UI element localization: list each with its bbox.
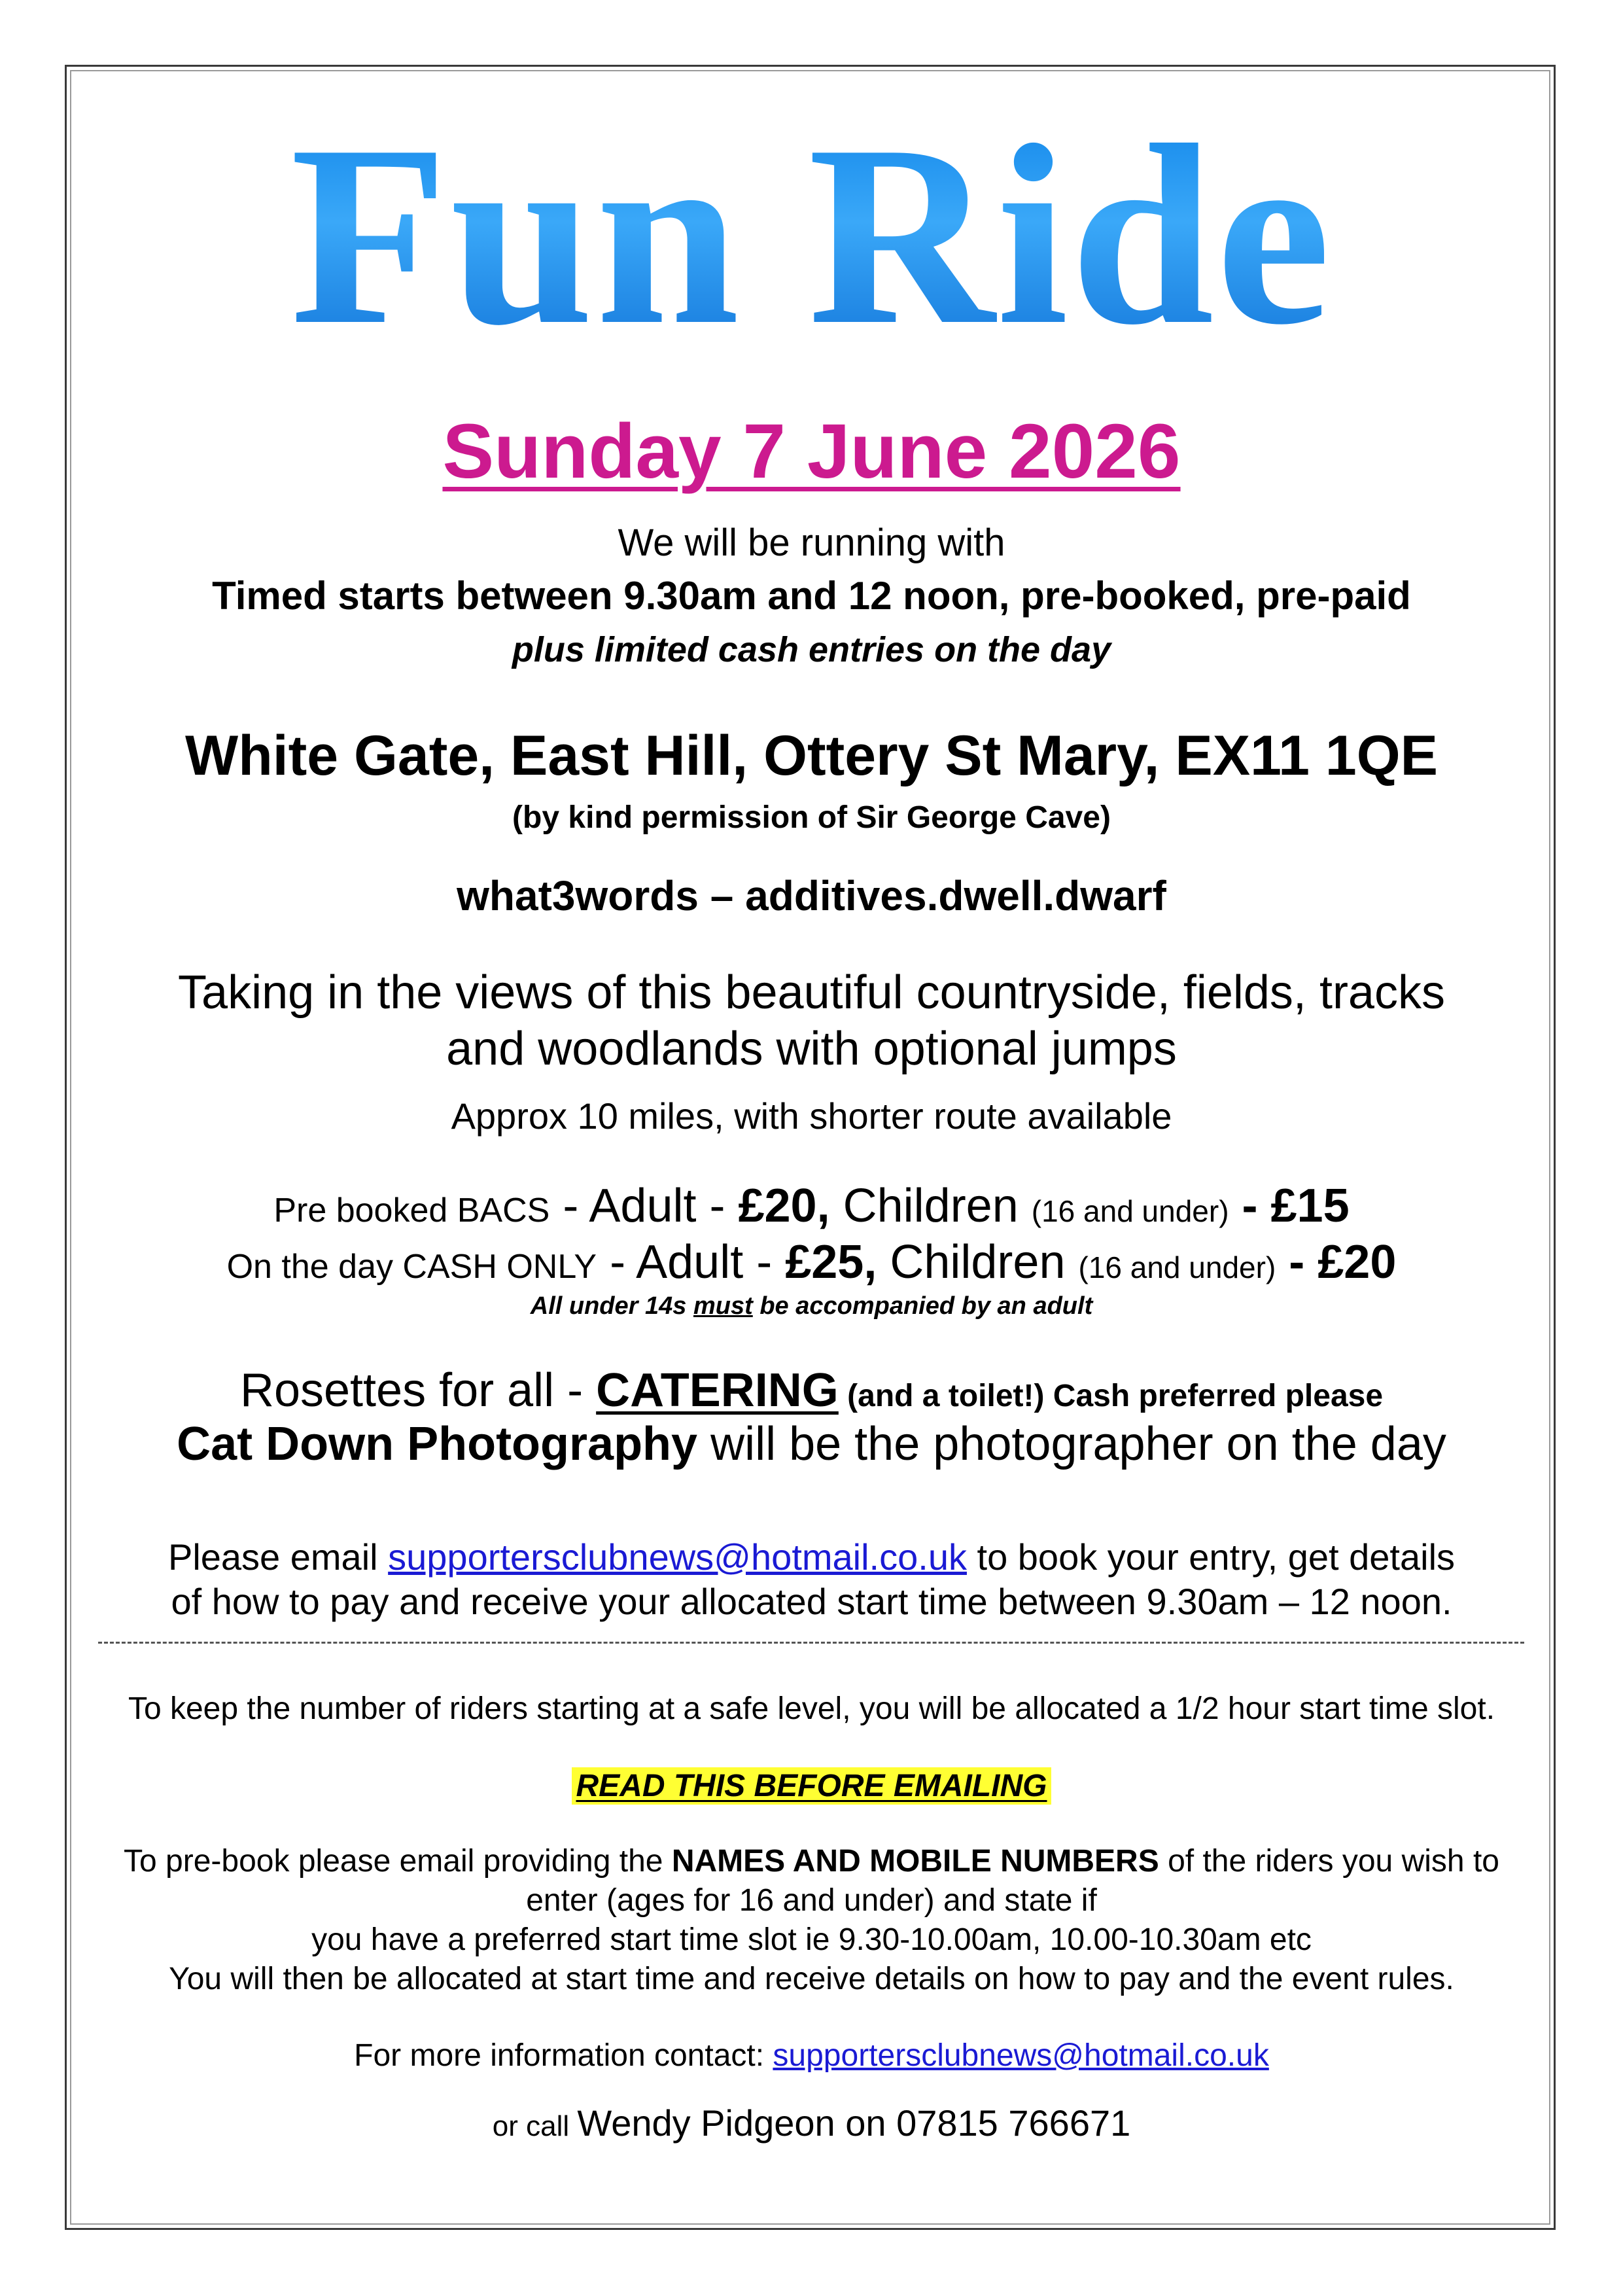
prebook-bold: NAMES AND MOBILE NUMBERS <box>671 1844 1159 1879</box>
catering-text: CATERING <box>596 1364 839 1417</box>
age-note-pre: All under 14s <box>530 1292 693 1320</box>
venue-address: White Gate, East Hill, Ottery St Mary, EX11 1QE <box>185 724 1438 787</box>
contact-line <box>79 2036 1544 2075</box>
rules-prebook-line-4: You will then be allocated at start time and receive details on how to pay and the event rules. <box>169 1962 1454 1996</box>
read-this-highlight: READ THIS BEFORE EMAILING <box>572 1767 1051 1805</box>
price-prebooked-adult-price: £20, <box>738 1180 830 1232</box>
venue-permission: (by kind permission of Sir George Cave) <box>512 800 1111 835</box>
event-date-text: Sunday 7 June 2026 <box>442 408 1181 495</box>
rules-prebook-line-2: enter (ages for 16 and under) and state if <box>526 1883 1097 1918</box>
booking-line-2: of how to pay and receive your allocated start time between 9.30am – 12 noon. <box>171 1581 1452 1622</box>
price-onday-adult: Adult <box>636 1236 744 1288</box>
extras-photographer <box>79 1416 1544 1472</box>
prebook-pre: To pre-book please email providing the <box>124 1844 672 1879</box>
booking-line-1 <box>79 1535 1544 1580</box>
age-note-must: must <box>693 1292 753 1320</box>
price-onday-children-price: - £20 <box>1276 1236 1397 1288</box>
intro-line-3: plus limited cash entries on the day <box>512 630 1111 669</box>
rules-prebook-line-1 <box>79 1842 1544 1881</box>
extras-rosettes <box>79 1362 1544 1424</box>
dashed-divider <box>98 1642 1524 1644</box>
photographer-name: Cat Down Photography <box>177 1418 698 1470</box>
price-onday-age: (16 and under) <box>1078 1250 1276 1284</box>
intro-line-1: We will be running with <box>618 521 1005 564</box>
call-pre: or call <box>492 2110 578 2142</box>
contact-label: For more information contact: <box>354 2038 773 2073</box>
catering-note: (and a toilet!) Cash preferred please <box>838 1379 1384 1413</box>
price-onday <box>79 1234 1544 1296</box>
price-onday-dash-2: - <box>743 1236 786 1288</box>
booking-pre: Please email <box>167 1536 389 1578</box>
booking-email-link[interactable]: supportersclubnews@hotmail.co.uk <box>388 1536 967 1578</box>
age-note-post: be accompanied by an adult <box>752 1292 1093 1320</box>
description-distance: Approx 10 miles, with shorter route available <box>451 1095 1172 1137</box>
price-prebooked-age: (16 and under) <box>1031 1194 1229 1228</box>
description-line-2: and woodlands with optional jumps <box>446 1023 1177 1075</box>
price-onday-adult-price: £25, <box>785 1236 877 1288</box>
venue-what3words: what3words – additives.dwell.dwarf <box>457 872 1166 919</box>
poster-title: Fun Ride <box>79 98 1544 373</box>
booking-post: to book your entry, get details <box>966 1536 1456 1578</box>
call-name: Wendy Pidgeon on 07815 766671 <box>577 2102 1131 2144</box>
rosettes-text: Rosettes for all - <box>239 1364 597 1417</box>
age-note <box>79 1290 1544 1322</box>
read-this-notice <box>79 1767 1544 1806</box>
contact-email-link[interactable]: supportersclubnews@hotmail.co.uk <box>773 2038 1269 2073</box>
rules-safe-level: To keep the number of riders starting at a safe level, you will be allocated a 1/2 hour start time slot. <box>128 1691 1495 1726</box>
event-date <box>79 406 1544 497</box>
price-prebooked-children-price: - £15 <box>1229 1180 1350 1232</box>
price-prebooked <box>79 1178 1544 1239</box>
price-prebooked-children: Children <box>829 1180 1032 1232</box>
price-prebooked-adult: Adult <box>589 1180 697 1232</box>
description-line-1: Taking in the views of this beautiful countryside, fields, tracks <box>178 966 1445 1019</box>
price-onday-label: On the day CASH ONLY <box>226 1248 597 1286</box>
photographer-text: will be the photographer on the day <box>697 1418 1446 1470</box>
rules-prebook-line-3: you have a preferred start time slot ie 9.30-10.00am, 10.00-10.30am etc <box>311 1922 1312 1957</box>
price-onday-children: Children <box>877 1236 1079 1288</box>
prebook-post: of the riders you wish to <box>1159 1844 1499 1879</box>
price-prebooked-dash-2: - <box>696 1180 739 1232</box>
price-prebooked-label: Pre booked BACS <box>273 1192 550 1229</box>
contact-call <box>79 2102 1544 2148</box>
price-onday-dash: - <box>597 1236 637 1288</box>
price-prebooked-dash: - <box>550 1180 589 1232</box>
intro-line-2: Timed starts between 9.30am and 12 noon, pre-booked, pre-paid <box>212 574 1411 618</box>
